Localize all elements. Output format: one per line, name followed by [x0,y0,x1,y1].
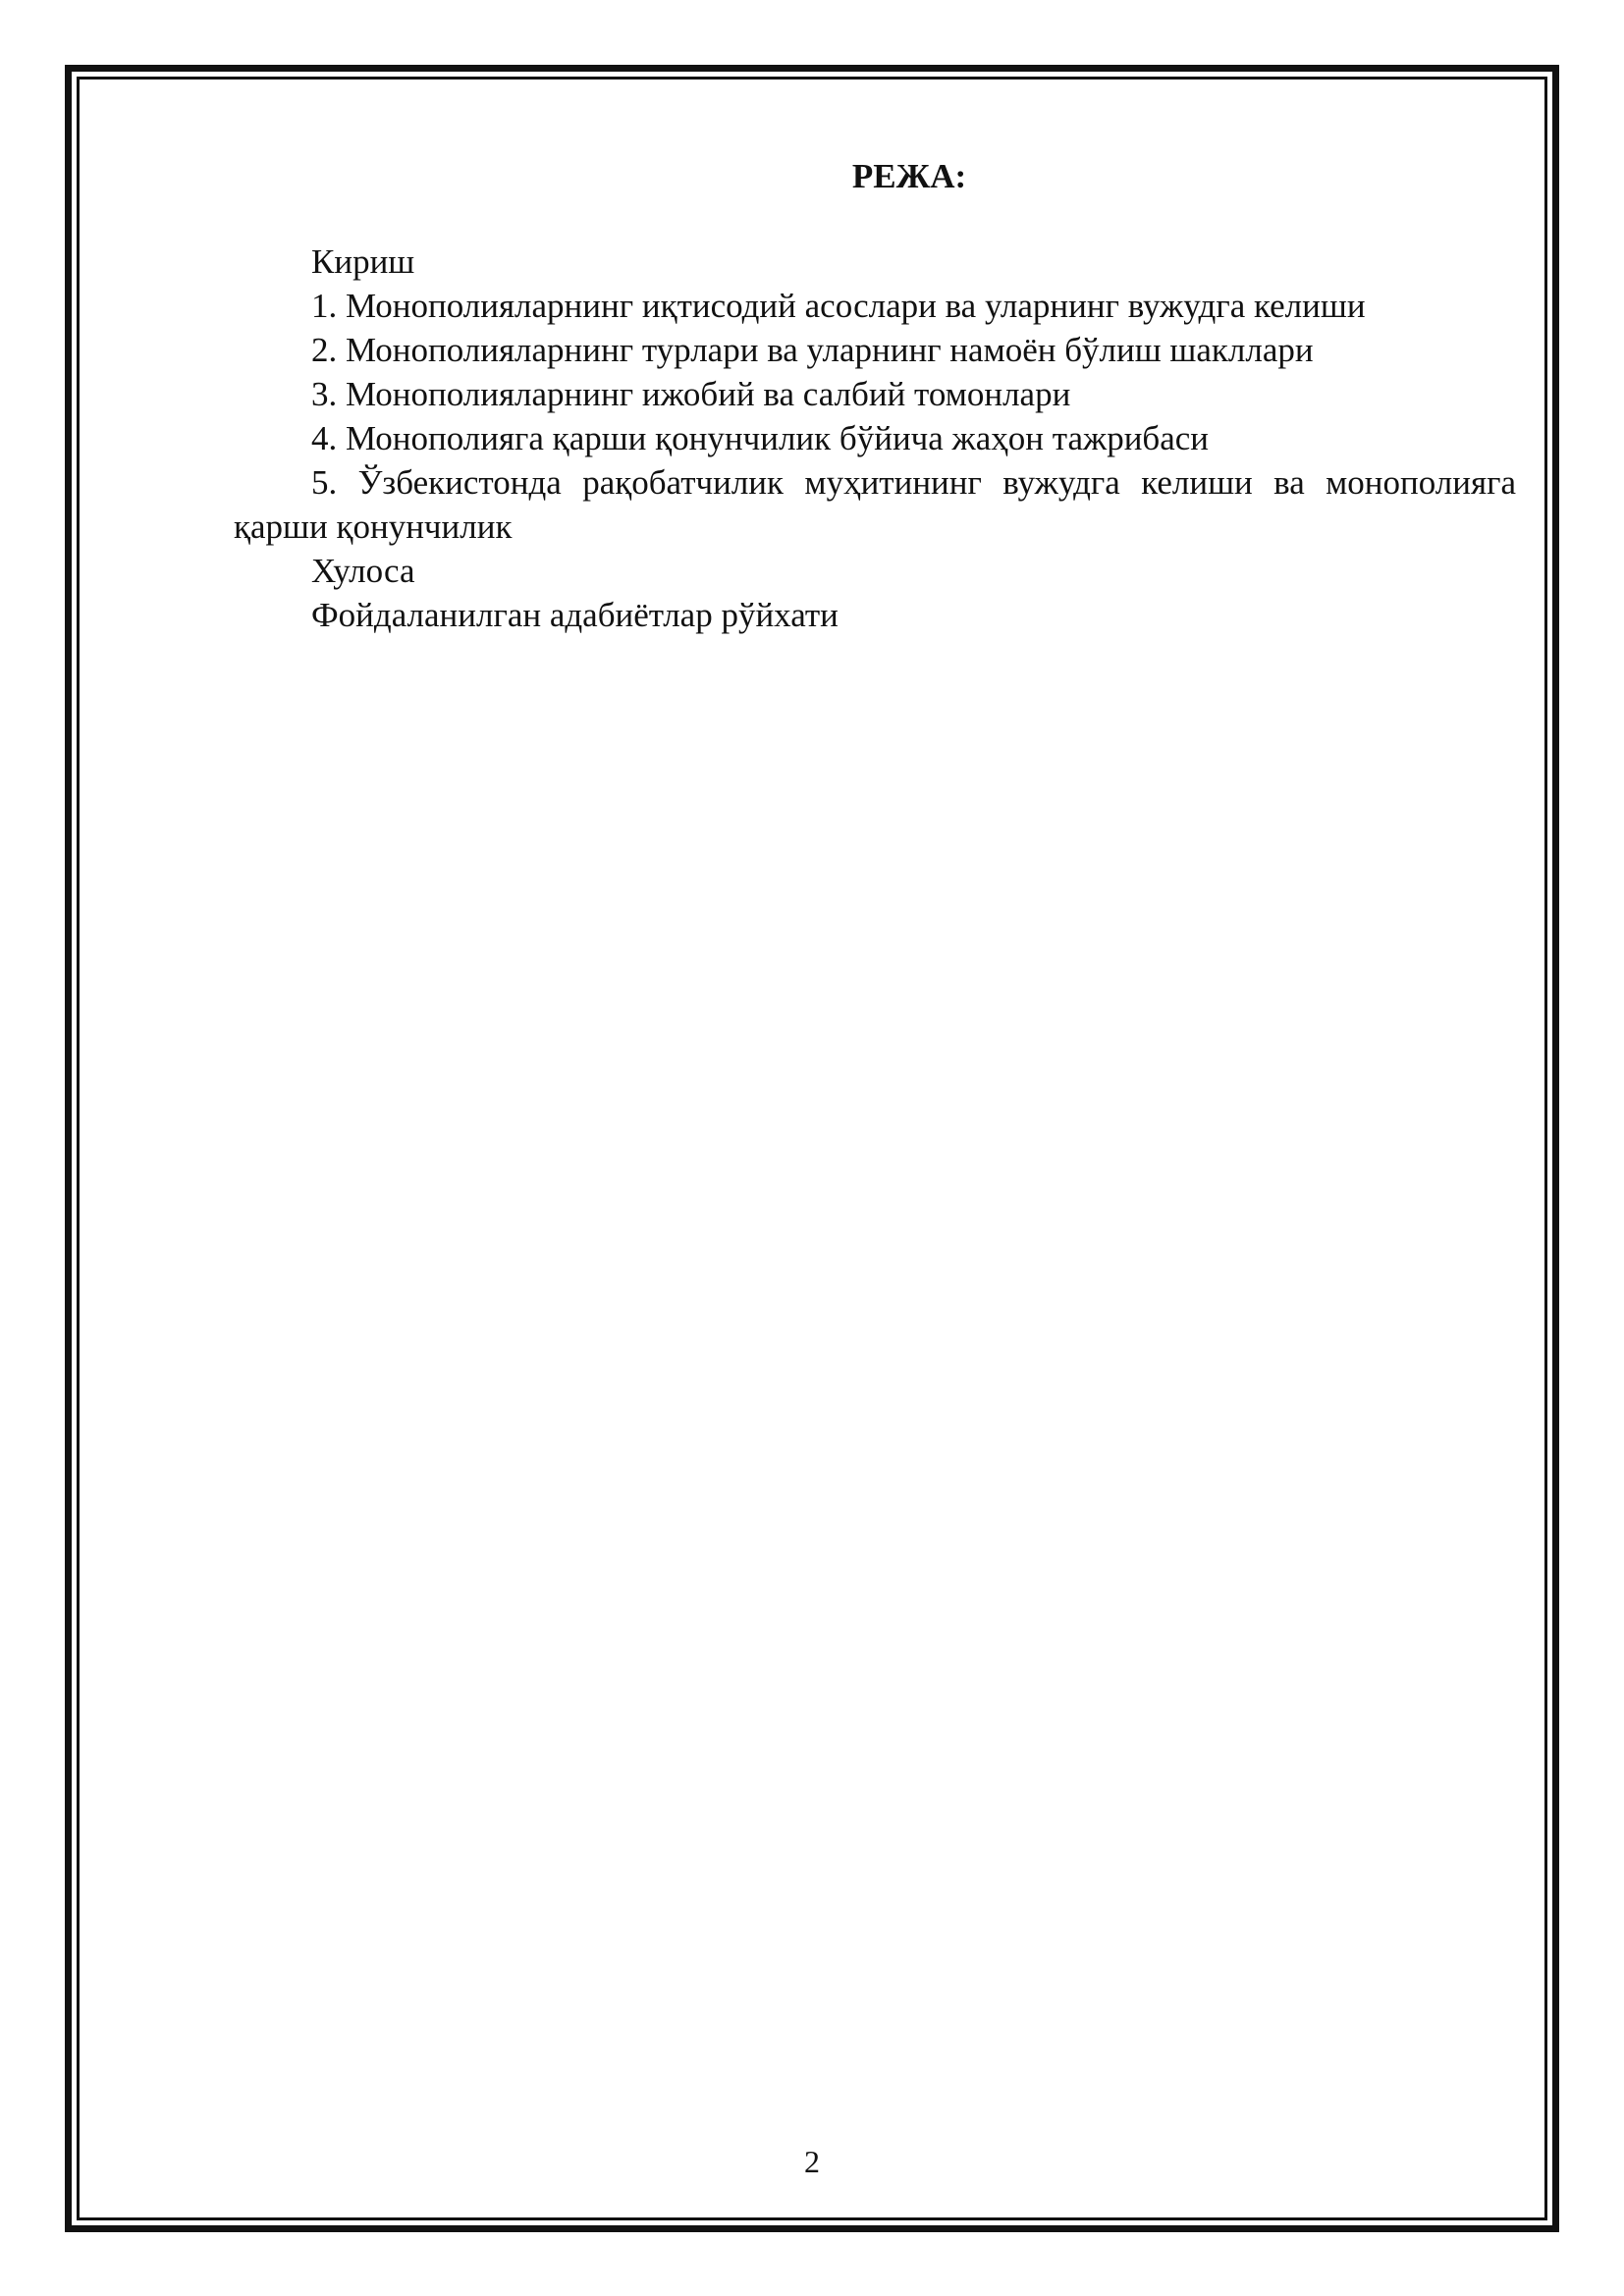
page-content [234,155,1516,637]
plan-item-4: 4. Монополияга қарши қонунчилик бўйича жаҳон тажрибаси [311,419,1210,457]
plan-item-3: 3. Монополияларнинг ижобий ва салбий томонлари [311,375,1071,413]
plan-item-introduction: Кириш [311,242,415,281]
page-number: 2 [804,2144,820,2179]
plan-item-conclusion: Хулоса [311,552,415,590]
plan-item-5: 5. Ўзбекистонда рақобатчилик муҳитининг вужудга келиши ва монополияга қарши қонунчилик [234,463,1516,546]
plan-item-1: 1. Монополияларнинг иқтисодий асослари ва уларнинг вужудга келиши [311,287,1366,325]
plan-title: РЕЖА: [851,157,967,195]
plan-item-references: Фойдаланилган адабиётлар рўйхати [311,596,839,634]
plan-item-2: 2. Монополияларнинг турлари ва уларнинг намоён бўлиш шакллари [311,331,1314,369]
plan-list [234,240,1516,637]
